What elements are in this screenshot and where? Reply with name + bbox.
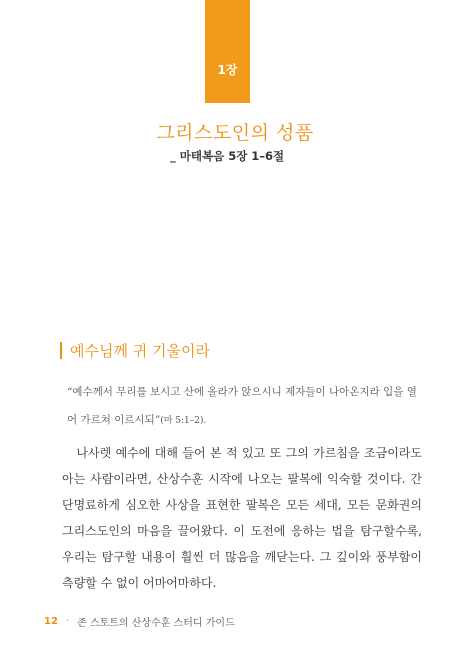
body-paragraph: 나사렛 예수에 대해 들어 본 적 있고 또 그의 가르침을 조금이라도 아는 사람이라면, 산상수훈 시작에 나오는 팔복에 익숙할 것이다. 간단명료하게 심오한 사상을 표현한 팔복은 모든 세대, 모든 문화권의 그리스도인의 마음을 끌어왔다. 이 도전에 응하는 법을 탐구할수록, 우리는 탐구할 내용이 훨씬 더 많음을 깨닫는다. 그 깊이와 풍부함이 측량할 수 없이 어마어마하다. (62, 446, 422, 590)
footer-separator: · (65, 616, 70, 627)
chapter-label: 1장 (217, 63, 238, 77)
page-number: 12 (44, 616, 58, 627)
page-title: 그리스도인의 성품 (156, 122, 314, 144)
scripture-subtitle: _ 마태복음 5장 1–6절 (170, 149, 285, 163)
chapter-tab (205, 0, 250, 103)
scripture-quote (67, 378, 422, 435)
section-heading-text: 예수님께 귀 기울이라 (70, 342, 210, 360)
quote-text: “예수께서 무리를 보시고 산에 올라가 앉으시니 제자들이 나아온지라 입을 열어 가르쳐 이르시되” (67, 386, 417, 426)
quote-reference: (마 5:1–2). (160, 416, 207, 426)
book-title: 존 스토트의 산상수훈 스터디 가이드 (77, 618, 235, 629)
section-heading (60, 340, 210, 361)
page-footer (44, 614, 235, 629)
section-marker-bar (60, 342, 62, 359)
